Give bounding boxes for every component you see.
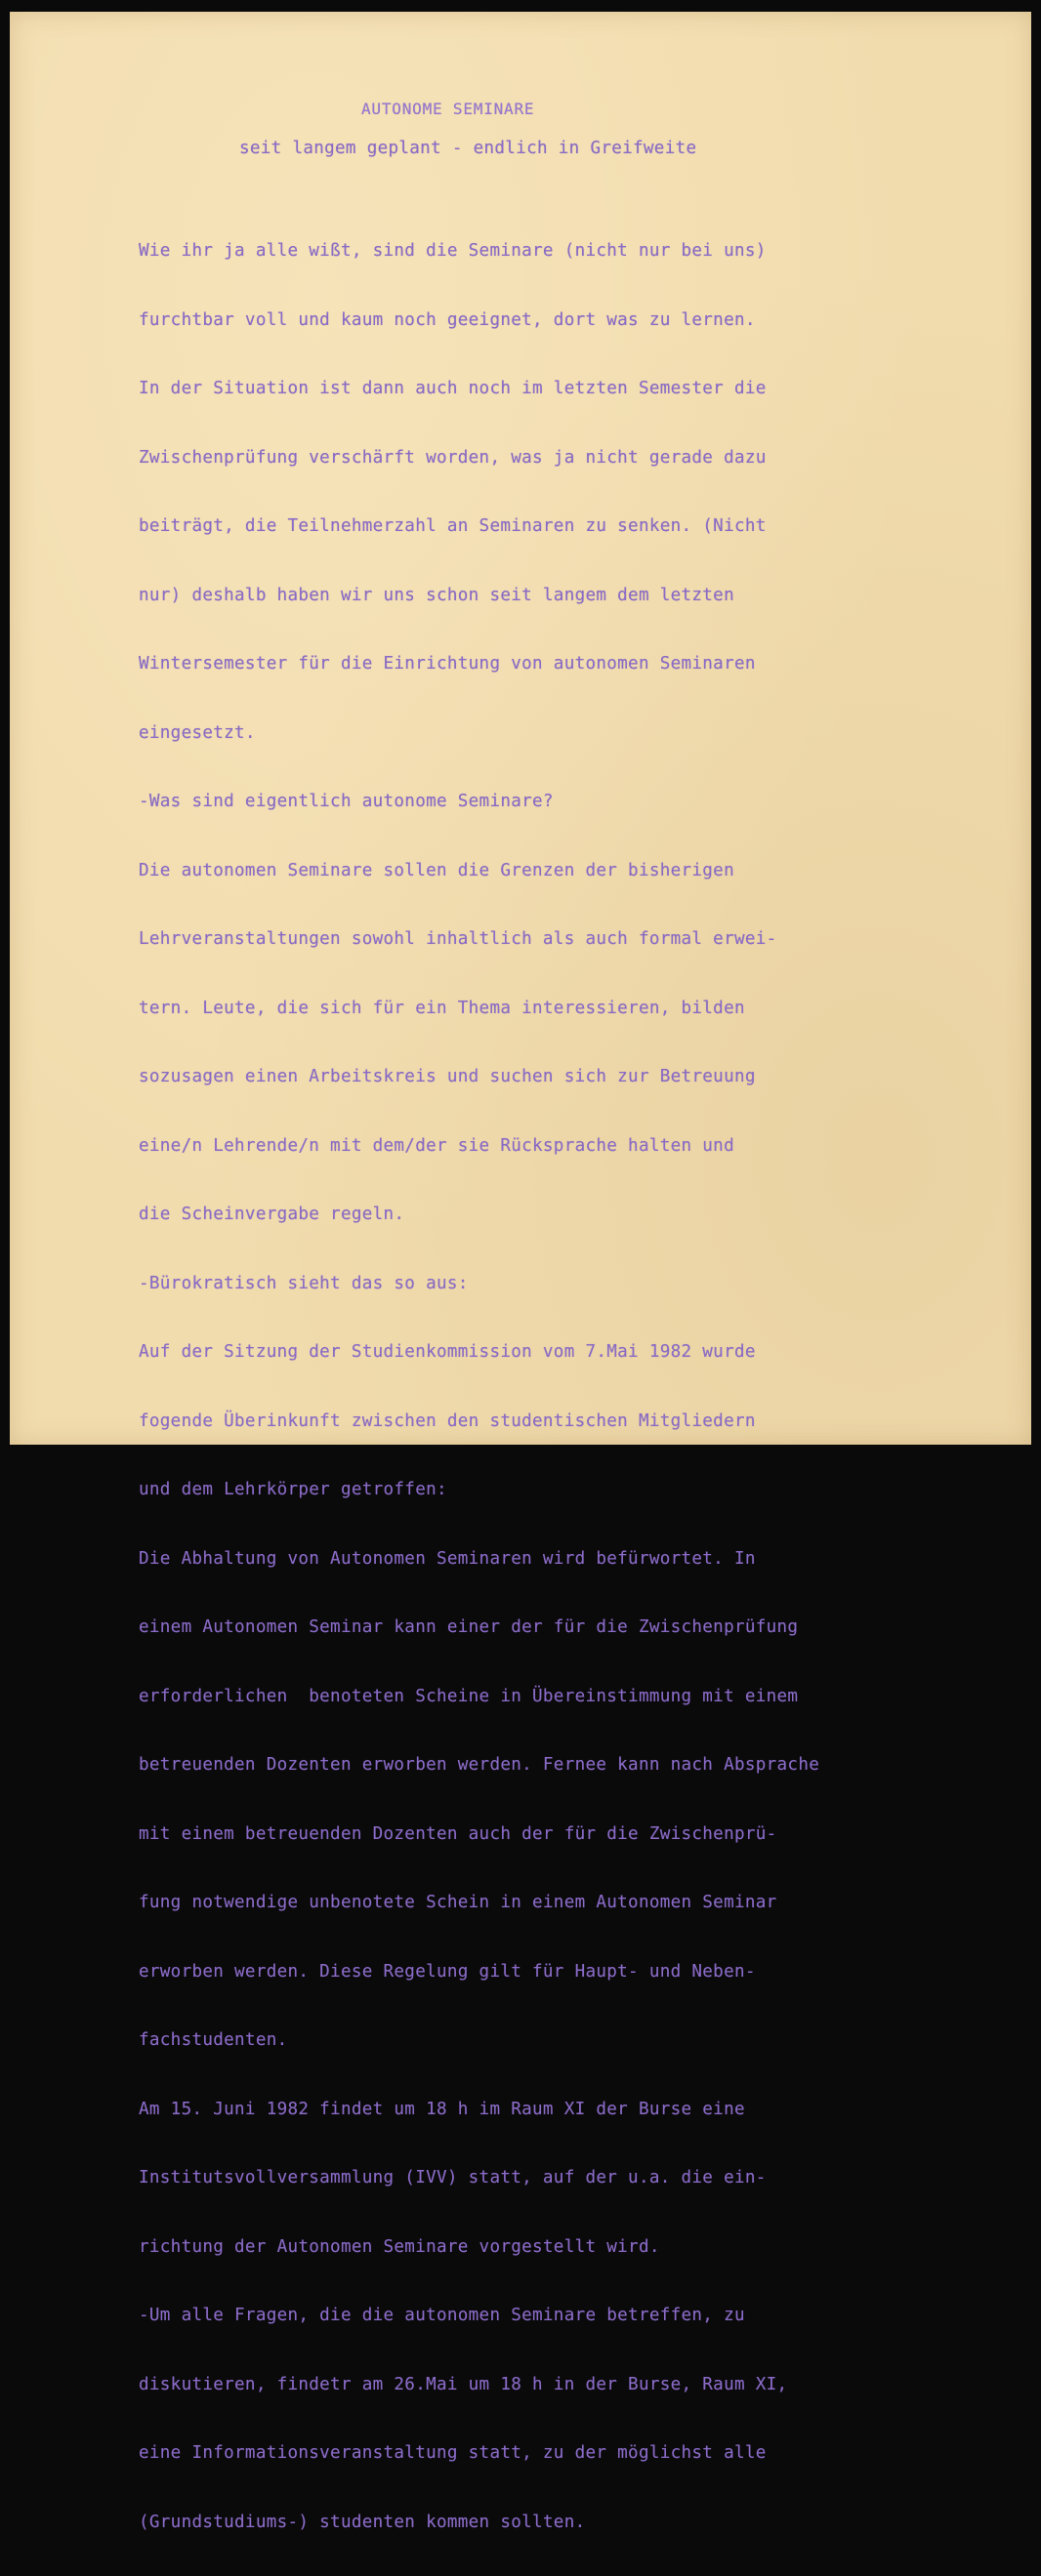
body-line: Auf der Sitzung der Studienkommission vom 7.Mai 1982 wurde <box>139 1342 756 1362</box>
body-line: (Grundstudiums-) studenten kommen sollten. <box>139 2512 586 2532</box>
body-line: Die Abhaltung von Autonomen Seminaren wird befürwortet. In <box>139 1548 756 1569</box>
body-line: furchtbar voll und kaum noch geeignet, dort was zu lernen. <box>139 309 756 330</box>
body-line: -Um alle Fragen, die die autonomen Seminare betreffen, zu <box>139 2306 745 2325</box>
document-title: AUTONOME SEMINARE <box>361 100 535 118</box>
body-line: richtung der Autonomen Seminare vorgestellt wird. <box>139 2236 660 2257</box>
body-line: erworben werden. Diese Regelung gilt für Haupt- und Neben- <box>139 1961 756 1982</box>
body-line: Zwischenprüfung verschärft worden, was ja nicht gerade dazu <box>139 447 767 468</box>
body-line: tern. Leute, die sich für ein Thema interessieren, bilden <box>139 998 745 1018</box>
body-line: einem Autonomen Seminar kann einer der für die Zwischenprüfung <box>139 1617 799 1637</box>
document-body <box>139 197 819 2576</box>
body-line: eingesetzt. <box>139 722 256 743</box>
document-subtitle: seit langem geplant - endlich in Greifweite <box>239 139 697 158</box>
body-line: fachstudenten. <box>139 2030 288 2050</box>
body-line: erforderlichen benoteten Scheine in Übereinstimmung mit einem <box>139 1686 799 1706</box>
body-line: eine/n Lehrende/n mit dem/der sie Rücksprache halten und <box>139 1135 734 1156</box>
body-line: In der Situation ist dann auch noch im letzten Semester die <box>139 379 767 398</box>
paper-sheet <box>10 12 1031 2532</box>
body-line: nur) deshalb haben wir uns schon seit langem dem letzten <box>139 585 734 605</box>
body-line: mit einem betreuenden Dozenten auch der für die Zwischenprü- <box>139 1823 777 1844</box>
body-line: Die autonomen Seminare sollen die Grenzen der bisherigen <box>139 860 734 880</box>
body-line: -Was sind eigentlich autonome Seminare? <box>139 792 554 811</box>
body-line: betreuenden Dozenten erworben werden. Fernee kann nach Absprache <box>139 1755 820 1775</box>
body-line: fogende Überinkunft zwischen den studentischen Mitgliedern <box>139 1411 756 1431</box>
body-line: und dem Lehrkörper getroffen: <box>139 1480 447 1499</box>
body-line: fung notwendige unbenotete Schein in einem Autonomen Seminar <box>139 1893 777 1912</box>
body-line: -Bürokratisch sieht das so aus: <box>139 1273 469 1293</box>
body-line: Lehrveranstaltungen sowohl inhaltlich als auch formal erwei- <box>139 929 777 949</box>
body-line: diskutieren, findetr am 26.Mai um 18 h in der Burse, Raum XI, <box>139 2374 788 2394</box>
body-line: sozusagen einen Arbeitskreis und suchen sich zur Betreuung <box>139 1067 756 1086</box>
body-line: Institutsvollversammlung (IVV) statt, auf der u.a. die ein- <box>139 2168 767 2188</box>
body-line: Wintersemester für die Einrichtung von autonomen Seminaren <box>139 654 756 674</box>
body-line: beiträgt, die Teilnehmerzahl an Seminaren zu senken. (Nicht <box>139 516 767 536</box>
body-line: eine Informationsveranstaltung statt, zu der möglichst alle <box>139 2443 767 2463</box>
body-line: Am 15. Juni 1982 findet um 18 h im Raum XI der Burse eine <box>139 2099 745 2119</box>
body-line: Wie ihr ja alle wißt, sind die Seminare (nicht nur bei uns) <box>139 241 767 261</box>
body-line: die Scheinvergabe regeln. <box>139 1205 405 1224</box>
